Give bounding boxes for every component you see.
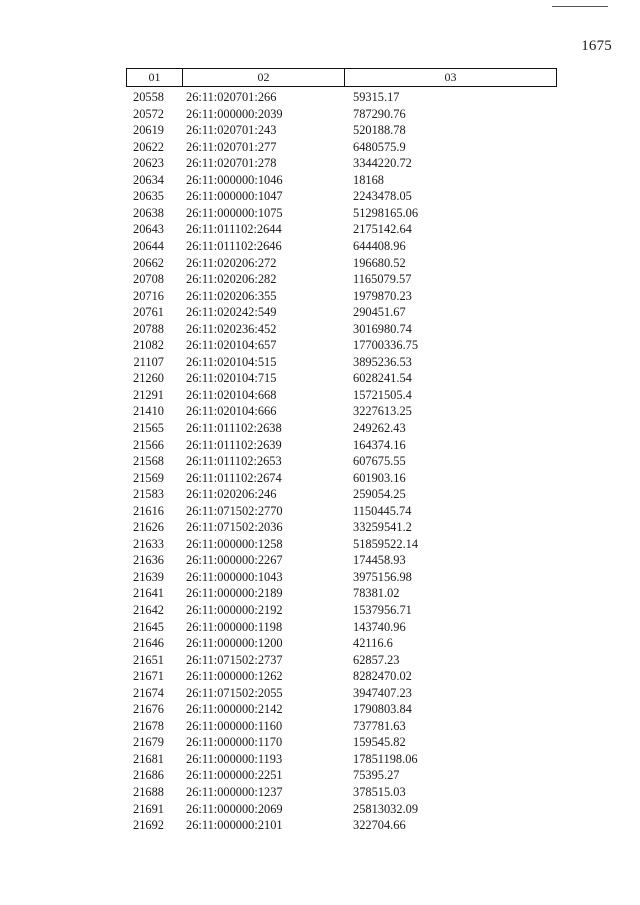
row-number-cell: 21678 bbox=[133, 718, 164, 733]
row-number-cell: 21642 bbox=[133, 603, 164, 618]
cadastral-number-cell: 26:11:000000:1043 bbox=[186, 569, 283, 584]
table-row bbox=[126, 652, 557, 669]
table-row bbox=[126, 337, 557, 354]
row-number-cell: 21569 bbox=[133, 470, 164, 485]
table-row bbox=[126, 238, 557, 255]
value-cell: 3227613.25 bbox=[353, 404, 412, 419]
cadastral-number-cell: 26:11:000000:1046 bbox=[186, 172, 283, 187]
column-header-01: 01 bbox=[127, 69, 183, 86]
row-number-cell: 20662 bbox=[133, 255, 164, 270]
table-row bbox=[126, 420, 557, 437]
row-number-cell: 21583 bbox=[133, 487, 164, 502]
table-row bbox=[126, 503, 557, 520]
table-row bbox=[126, 569, 557, 586]
value-cell: 1790803.84 bbox=[353, 702, 412, 717]
table-row bbox=[126, 387, 557, 404]
cadastral-number-cell: 26:11:000000:1047 bbox=[186, 189, 283, 204]
cadastral-number-cell: 26:11:020242:549 bbox=[186, 305, 277, 320]
table-row bbox=[126, 619, 557, 636]
cadastral-number-cell: 26:11:020104:715 bbox=[186, 371, 277, 386]
table-row bbox=[126, 106, 557, 123]
column-header-03: 03 bbox=[444, 70, 457, 84]
row-number-cell: 20716 bbox=[133, 288, 164, 303]
value-cell: 1537956.71 bbox=[353, 603, 412, 618]
value-cell: 1165079.57 bbox=[353, 272, 412, 287]
cadastral-number-cell: 26:11:020104:515 bbox=[186, 354, 277, 369]
value-cell: 6028241.54 bbox=[353, 371, 412, 386]
value-cell: 33259541.2 bbox=[353, 520, 412, 535]
value-cell: 164374.16 bbox=[353, 437, 406, 452]
value-cell: 2175142.64 bbox=[353, 222, 412, 237]
cadastral-number-cell: 26:11:000000:1258 bbox=[186, 536, 283, 551]
row-number-cell: 20643 bbox=[133, 222, 164, 237]
table-row bbox=[126, 470, 557, 487]
cadastral-number-cell: 26:11:011102:2646 bbox=[186, 238, 282, 253]
cadastral-number-cell: 26:11:020206:282 bbox=[186, 272, 277, 287]
row-number-cell: 21636 bbox=[133, 553, 164, 568]
cadastral-number-cell: 26:11:000000:1237 bbox=[186, 785, 283, 800]
row-number-cell: 20572 bbox=[133, 106, 164, 121]
table-row bbox=[126, 271, 557, 288]
cadastral-number-cell: 26:11:000000:2069 bbox=[186, 801, 283, 816]
value-cell: 18168 bbox=[353, 172, 384, 187]
table-row bbox=[126, 718, 557, 735]
row-number-cell: 21566 bbox=[133, 437, 164, 452]
row-number-cell: 21686 bbox=[133, 768, 164, 783]
table-row bbox=[126, 254, 557, 271]
value-cell: 75395.27 bbox=[353, 768, 400, 783]
table-row bbox=[126, 436, 557, 453]
row-number-cell: 21688 bbox=[133, 785, 164, 800]
table-header bbox=[126, 68, 557, 87]
table-row bbox=[126, 635, 557, 652]
top-rule bbox=[552, 6, 608, 7]
row-number-cell: 21616 bbox=[133, 503, 164, 518]
cadastral-number-cell: 26:11:000000:2101 bbox=[186, 818, 283, 833]
table-row bbox=[126, 453, 557, 470]
value-cell: 3895236.53 bbox=[353, 354, 412, 369]
table-row bbox=[126, 370, 557, 387]
cadastral-number-cell: 26:11:000000:1160 bbox=[186, 718, 283, 733]
value-cell: 2243478.05 bbox=[353, 189, 412, 204]
row-number-cell: 21626 bbox=[133, 520, 164, 535]
value-cell: 322704.66 bbox=[353, 818, 406, 833]
value-cell: 174458.93 bbox=[353, 553, 406, 568]
cadastral-number-cell: 26:11:020701:243 bbox=[186, 123, 277, 138]
cadastral-number-cell: 26:11:020206:272 bbox=[186, 255, 277, 270]
cadastral-number-cell: 26:11:011102:2638 bbox=[186, 421, 282, 435]
value-cell: 62857.23 bbox=[353, 652, 400, 667]
cadastral-number-cell: 26:11:000000:1200 bbox=[186, 636, 283, 651]
row-number-cell: 20634 bbox=[133, 172, 164, 187]
value-cell: 3344220.72 bbox=[353, 156, 412, 171]
row-number-cell: 21691 bbox=[133, 801, 164, 816]
value-cell: 601903.16 bbox=[353, 470, 406, 485]
value-cell: 249262.43 bbox=[353, 421, 406, 435]
cadastral-number-cell: 26:11:000000:2039 bbox=[186, 106, 283, 121]
value-cell: 787290.76 bbox=[353, 106, 406, 121]
value-cell: 17851198.06 bbox=[353, 751, 418, 766]
table-row bbox=[126, 486, 557, 503]
table-row bbox=[126, 767, 557, 784]
cadastral-number-cell: 26:11:000000:1262 bbox=[186, 669, 283, 684]
cadastral-number-cell: 26:11:000000:2192 bbox=[186, 603, 283, 618]
value-cell: 8282470.02 bbox=[353, 669, 412, 684]
cadastral-number-cell: 26:11:071502:2055 bbox=[186, 685, 283, 700]
cadastral-number-cell: 26:11:011102:2674 bbox=[186, 470, 282, 485]
row-number-cell: 21646 bbox=[133, 636, 164, 651]
row-number-cell: 21676 bbox=[133, 702, 164, 717]
value-cell: 3016980.74 bbox=[353, 321, 412, 336]
row-number-cell: 20638 bbox=[133, 205, 164, 220]
table-row bbox=[126, 685, 557, 702]
value-cell: 378515.03 bbox=[353, 785, 406, 800]
table-row bbox=[126, 122, 557, 139]
table-row bbox=[126, 784, 557, 801]
column-header-02: 02 bbox=[183, 69, 345, 86]
row-number-cell: 20644 bbox=[133, 238, 164, 253]
row-number-cell: 21674 bbox=[133, 685, 164, 700]
row-number-cell: 21291 bbox=[133, 387, 164, 402]
cadastral-number-cell: 26:11:020206:355 bbox=[186, 288, 277, 303]
cadastral-number-cell: 26:11:020236:452 bbox=[186, 321, 277, 336]
value-cell: 15721505.4 bbox=[353, 387, 412, 402]
row-number-cell: 20622 bbox=[133, 139, 164, 154]
cadastral-number-cell: 26:11:011102:2653 bbox=[186, 454, 282, 469]
row-number-cell: 21645 bbox=[133, 619, 164, 634]
table-row bbox=[126, 552, 557, 569]
cadastral-number-cell: 26:11:020104:668 bbox=[186, 387, 277, 402]
value-cell: 143740.96 bbox=[353, 619, 406, 634]
cadastral-number-cell: 26:11:000000:1193 bbox=[186, 751, 283, 766]
value-cell: 25813032.09 bbox=[353, 801, 419, 816]
table-row bbox=[126, 751, 557, 768]
table-row bbox=[126, 321, 557, 338]
row-number-cell: 21651 bbox=[133, 652, 164, 667]
cadastral-number-cell: 26:11:020206:246 bbox=[186, 487, 277, 502]
row-number-cell: 21107 bbox=[133, 354, 164, 369]
value-cell: 42116.6 bbox=[353, 636, 393, 651]
cadastral-number-cell: 26:11:000000:1075 bbox=[186, 205, 283, 220]
row-number-cell: 21679 bbox=[133, 735, 164, 750]
table-row bbox=[126, 354, 557, 371]
cadastral-number-cell: 26:11:000000:2189 bbox=[186, 586, 283, 601]
row-number-cell: 21568 bbox=[133, 454, 164, 469]
value-cell: 6480575.9 bbox=[353, 139, 406, 154]
value-cell: 59315.17 bbox=[353, 90, 400, 105]
value-cell: 51859522.14 bbox=[353, 536, 419, 551]
value-cell: 1150445.74 bbox=[353, 503, 412, 518]
table-row bbox=[126, 205, 557, 222]
table-row bbox=[126, 801, 557, 818]
table-row bbox=[126, 734, 557, 751]
cadastral-number-cell: 26:11:020104:657 bbox=[186, 338, 277, 353]
row-number-cell: 20788 bbox=[133, 321, 164, 336]
page-number: 1675 bbox=[581, 38, 612, 54]
row-number-cell: 21260 bbox=[133, 371, 164, 386]
cadastral-number-cell: 26:11:011102:2644 bbox=[186, 222, 282, 237]
table-row bbox=[126, 585, 557, 602]
row-number-cell: 21692 bbox=[133, 818, 164, 833]
cadastral-number-cell: 26:11:000000:1198 bbox=[186, 619, 283, 634]
row-number-cell: 21681 bbox=[133, 751, 164, 766]
cadastral-number-cell: 26:11:071502:2737 bbox=[186, 652, 283, 667]
row-number-cell: 21633 bbox=[133, 536, 164, 551]
table-row bbox=[126, 288, 557, 305]
table-row bbox=[126, 403, 557, 420]
row-number-cell: 21565 bbox=[133, 421, 164, 435]
table-row bbox=[126, 139, 557, 156]
table-body bbox=[126, 89, 557, 834]
value-cell: 520188.78 bbox=[353, 123, 406, 138]
row-number-cell: 21671 bbox=[133, 669, 164, 684]
table-row bbox=[126, 89, 557, 106]
value-cell: 607675.55 bbox=[353, 454, 406, 469]
row-number-cell: 20708 bbox=[133, 272, 164, 287]
value-cell: 259054.25 bbox=[353, 487, 406, 502]
table-row bbox=[126, 817, 557, 834]
cadastral-number-cell: 26:11:071502:2036 bbox=[186, 520, 283, 535]
row-number-cell: 20623 bbox=[133, 156, 164, 171]
table-row bbox=[126, 536, 557, 553]
row-number-cell: 20619 bbox=[133, 123, 164, 138]
value-cell: 3975156.98 bbox=[353, 569, 412, 584]
value-cell: 159545.82 bbox=[353, 735, 406, 750]
cadastral-number-cell: 26:11:020701:277 bbox=[186, 139, 277, 154]
row-number-cell: 21641 bbox=[133, 586, 164, 601]
value-cell: 3947407.23 bbox=[353, 685, 412, 700]
row-number-cell: 21410 bbox=[133, 404, 164, 419]
table-row bbox=[126, 304, 557, 321]
table-row bbox=[126, 668, 557, 685]
row-number-cell: 21639 bbox=[133, 569, 164, 584]
row-number-cell: 20761 bbox=[133, 305, 164, 320]
cadastral-number-cell: 26:11:000000:2251 bbox=[186, 768, 283, 783]
row-number-cell: 20635 bbox=[133, 189, 164, 204]
cadastral-number-cell: 26:11:071502:2770 bbox=[186, 503, 283, 518]
table-row bbox=[126, 188, 557, 205]
value-cell: 196680.52 bbox=[353, 255, 406, 270]
table-row bbox=[126, 221, 557, 238]
value-cell: 737781.63 bbox=[353, 718, 406, 733]
value-cell: 644408.96 bbox=[353, 238, 406, 253]
value-cell: 290451.67 bbox=[353, 305, 406, 320]
table-row bbox=[126, 155, 557, 172]
value-cell: 1979870.23 bbox=[353, 288, 412, 303]
table-row bbox=[126, 701, 557, 718]
table-row bbox=[126, 602, 557, 619]
cadastral-number-cell: 26:11:000000:1170 bbox=[186, 735, 283, 750]
row-number-cell: 20558 bbox=[133, 90, 164, 105]
value-cell: 78381.02 bbox=[353, 586, 400, 601]
cadastral-number-cell: 26:11:011102:2639 bbox=[186, 437, 282, 452]
cadastral-number-cell: 26:11:020104:666 bbox=[186, 404, 277, 419]
cadastral-number-cell: 26:11:000000:2142 bbox=[186, 702, 283, 717]
value-cell: 17700336.75 bbox=[353, 338, 419, 353]
value-cell: 51298165.06 bbox=[353, 205, 419, 220]
table-row bbox=[126, 172, 557, 189]
table-row bbox=[126, 519, 557, 536]
row-number-cell: 21082 bbox=[133, 338, 164, 353]
cadastral-number-cell: 26:11:020701:278 bbox=[186, 156, 277, 171]
cadastral-number-cell: 26:11:000000:2267 bbox=[186, 553, 283, 568]
cadastral-number-cell: 26:11:020701:266 bbox=[186, 90, 277, 105]
